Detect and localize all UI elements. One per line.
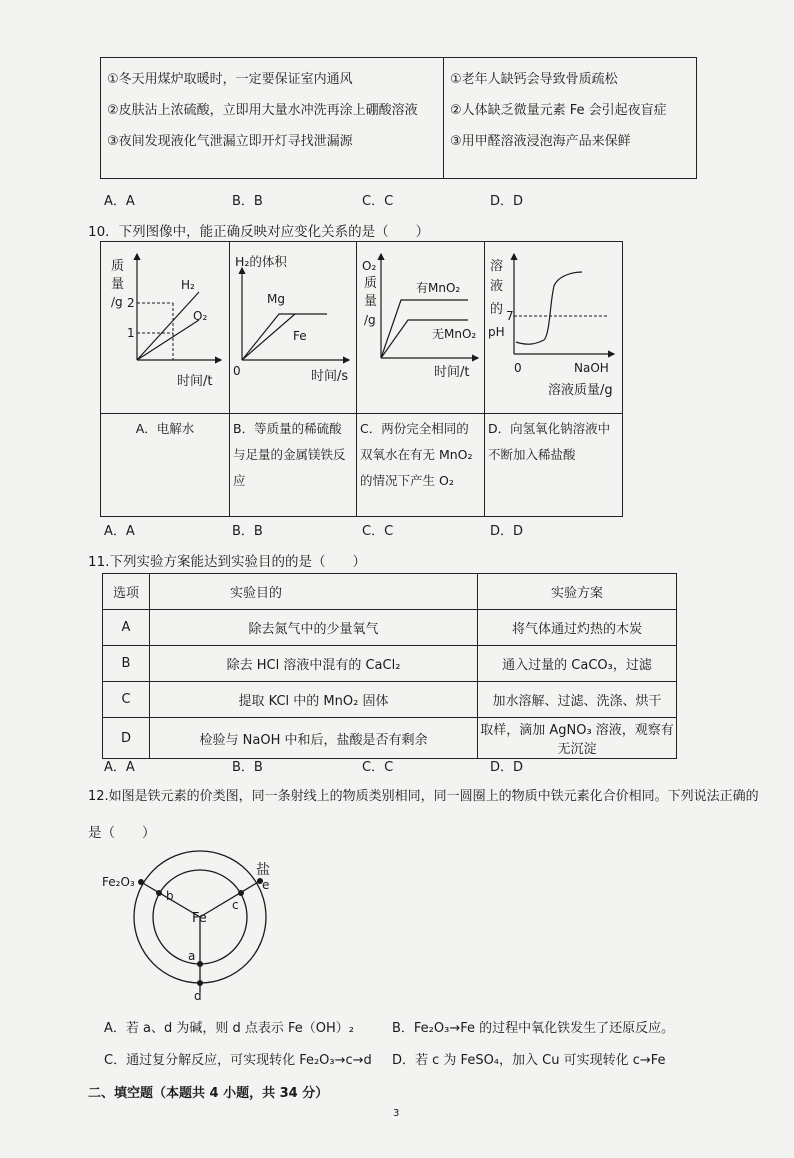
q11-cell-plan: 取样，滴加 AgNO₃ 溶液，观察有无沉淀 [478, 718, 677, 759]
q9-right-3: ③用甲醛溶液浸泡海产品来保鲜 [450, 134, 631, 149]
q12-valence-diagram [96, 850, 286, 1010]
q9-right-1: ①老年人缺钙会导致骨质疏松 [450, 72, 618, 87]
label-e: e [262, 878, 270, 892]
graph-c-xlabel: 时间/t [434, 365, 470, 380]
q9-option-c[interactable]: C．C [362, 194, 394, 209]
graph-d-ylabel-1: 溶 [490, 259, 504, 274]
q12-stem-line2: 是（ ） [88, 825, 156, 841]
label-c: c [232, 898, 239, 912]
q11-option-a[interactable]: A．A [104, 760, 135, 775]
q10-caption-b: B．等质量的稀硫酸与足量的金属镁铁反应 [233, 421, 346, 488]
graph-b [229, 242, 356, 413]
q11-option-d[interactable]: D．D [490, 760, 524, 775]
label-fe2o3: Fe₂O₃ [102, 875, 135, 889]
q10-caption-d: D．向氢氧化钠溶液中不断加入稀盐酸 [488, 421, 611, 462]
q9-option-a[interactable]: A．A [104, 194, 135, 209]
q11-cell-plan: 加水溶解、过滤、洗涤、烘干 [478, 682, 677, 718]
q11-cell-option: B [103, 646, 150, 682]
graph-d [484, 242, 622, 413]
label-a: a [188, 949, 196, 963]
q10-figure [100, 241, 623, 517]
point-fe2o3 [138, 879, 144, 885]
q11-cell-option: D [103, 718, 150, 759]
page-number: 3 [393, 1108, 400, 1119]
table-row [103, 646, 677, 682]
graph-a [101, 242, 229, 413]
graph-a-o2-label: O₂ [193, 309, 208, 323]
q11-stem: 11.下列实验方案能达到实验目的的是（ ） [88, 554, 366, 570]
q11-cell-plan: 将气体通过灼热的木炭 [478, 610, 677, 646]
q11-cell-goal: 除去氮气中的少量氧气 [150, 610, 478, 646]
label-center-fe: Fe [192, 911, 207, 926]
graph-b-zero: 0 [233, 364, 241, 378]
q9-right-cell [444, 58, 697, 179]
graph-d-ylabel-4: pH [488, 325, 505, 339]
graph-a-ylabel-2: 量 [111, 277, 125, 292]
q11-header-row [103, 574, 677, 610]
graph-a-xlabel: 时间/t [177, 374, 213, 389]
graph-c [356, 242, 484, 413]
q11-header-plan: 实验方案 [478, 574, 677, 610]
q11-cell-goal: 提取 KCl 中的 MnO₂ 固体 [150, 682, 478, 718]
graph-d-seven: 7 [506, 309, 514, 323]
q12-stem-line1: 12.如图是铁元素的价类图，同一条射线上的物质类别相同，同一圆圈上的物质中铁元素化合价相同。下列说法正确的 [88, 789, 759, 804]
q9-left-2: ②皮肤沾上浓硫酸，立即用大量水冲洗再涂上硼酸溶液 [107, 103, 418, 118]
q10-option-b[interactable]: B．B [232, 524, 263, 539]
q11-cell-plan: 通入过量的 CaCO₃，过滤 [478, 646, 677, 682]
q11-option-c[interactable]: C．C [362, 760, 394, 775]
graph-d-zero: 0 [514, 361, 522, 375]
graph-b-mg-label: Mg [267, 292, 285, 306]
section-2-heading: 二、填空题（本题共 4 小题，共 34 分） [88, 1086, 329, 1101]
label-salt: 盐 [256, 862, 270, 878]
graph-a-ylabel-3: /g [111, 295, 123, 309]
graph-a-tick-1: 1 [127, 326, 135, 340]
q10-caption-a: A．电解水 [135, 421, 195, 436]
q9-table [100, 57, 697, 179]
table-row [103, 682, 677, 718]
graph-a-ylabel-1: 质 [111, 259, 125, 274]
q10-option-a[interactable]: A．A [104, 524, 135, 539]
graph-b-xlabel: 时间/s [311, 369, 349, 384]
graph-a-tick-2: 2 [127, 296, 135, 310]
q9-option-b[interactable]: B．B [232, 194, 263, 209]
graph-c-with-label: 有MnO₂ [416, 281, 461, 295]
q9-left-1: ①冬天用煤炉取暖时，一定要保证室内通风 [107, 72, 353, 87]
q10-option-c[interactable]: C．C [362, 524, 394, 539]
q12-option-b[interactable]: B．Fe₂O₃→Fe 的过程中氧化铁发生了还原反应。 [392, 1021, 675, 1036]
q12-option-a[interactable]: A．若 a、d 为碱，则 d 点表示 Fe（OH）₂ [104, 1021, 355, 1036]
graph-d-xlabel: 溶液质量/g [548, 383, 613, 398]
graph-a-h2-label: H₂ [181, 278, 195, 292]
point-a [197, 961, 203, 967]
graph-d-ylabel-2: 液 [490, 279, 504, 294]
point-b [156, 890, 162, 896]
q11-table [102, 573, 677, 759]
q9-left-cell [101, 58, 444, 179]
graph-b-ylabel: H₂的体积 [235, 254, 287, 269]
graph-d-ylabel-3: 的 [490, 302, 504, 317]
point-d [197, 980, 203, 986]
graph-c-ylabel-4: /g [364, 313, 376, 327]
q11-cell-goal: 除去 HCl 溶液中混有的 CaCl₂ [150, 646, 478, 682]
q10-caption-c: C．两份完全相同的双氧水在有无 MnO₂ 的情况下产生 O₂ [360, 421, 473, 488]
graph-c-ylabel-3: 量 [364, 294, 378, 309]
label-b: b [166, 889, 174, 903]
graph-d-naoh: NaOH [574, 361, 609, 375]
q11-header-option: 选项 [103, 574, 150, 610]
graph-c-ylabel-1: O₂ [362, 259, 377, 273]
q10-option-d[interactable]: D．D [490, 524, 524, 539]
q12-option-c[interactable]: C．通过复分解反应，可实现转化 Fe₂O₃→c→d [104, 1053, 372, 1068]
q11-cell-goal: 检验与 NaOH 中和后，盐酸是否有剩余 [150, 718, 478, 759]
q12-option-d[interactable]: D．若 c 为 FeSO₄，加入 Cu 可实现转化 c→Fe [392, 1053, 666, 1068]
q11-cell-option: C [103, 682, 150, 718]
label-d: d [194, 989, 202, 1003]
graph-c-without-label: 无MnO₂ [432, 327, 477, 341]
q9-option-d[interactable]: D．D [490, 194, 524, 209]
q11-header-goal: 实验目的 [150, 574, 478, 610]
graph-c-ylabel-2: 质 [364, 276, 378, 291]
q9-left-3: ③夜间发现液化气泄漏立即开灯寻找泄漏源 [107, 134, 353, 149]
q10-stem: 10．下列图像中，能正确反映对应变化关系的是（ ） [88, 224, 430, 240]
q11-cell-option: A [103, 610, 150, 646]
table-row [103, 718, 677, 759]
table-row [103, 610, 677, 646]
point-c [238, 890, 244, 896]
q9-right-2: ②人体缺乏微量元素 Fe 会引起夜盲症 [450, 103, 667, 118]
q11-option-b[interactable]: B．B [232, 760, 263, 775]
graph-b-fe-label: Fe [293, 329, 307, 343]
